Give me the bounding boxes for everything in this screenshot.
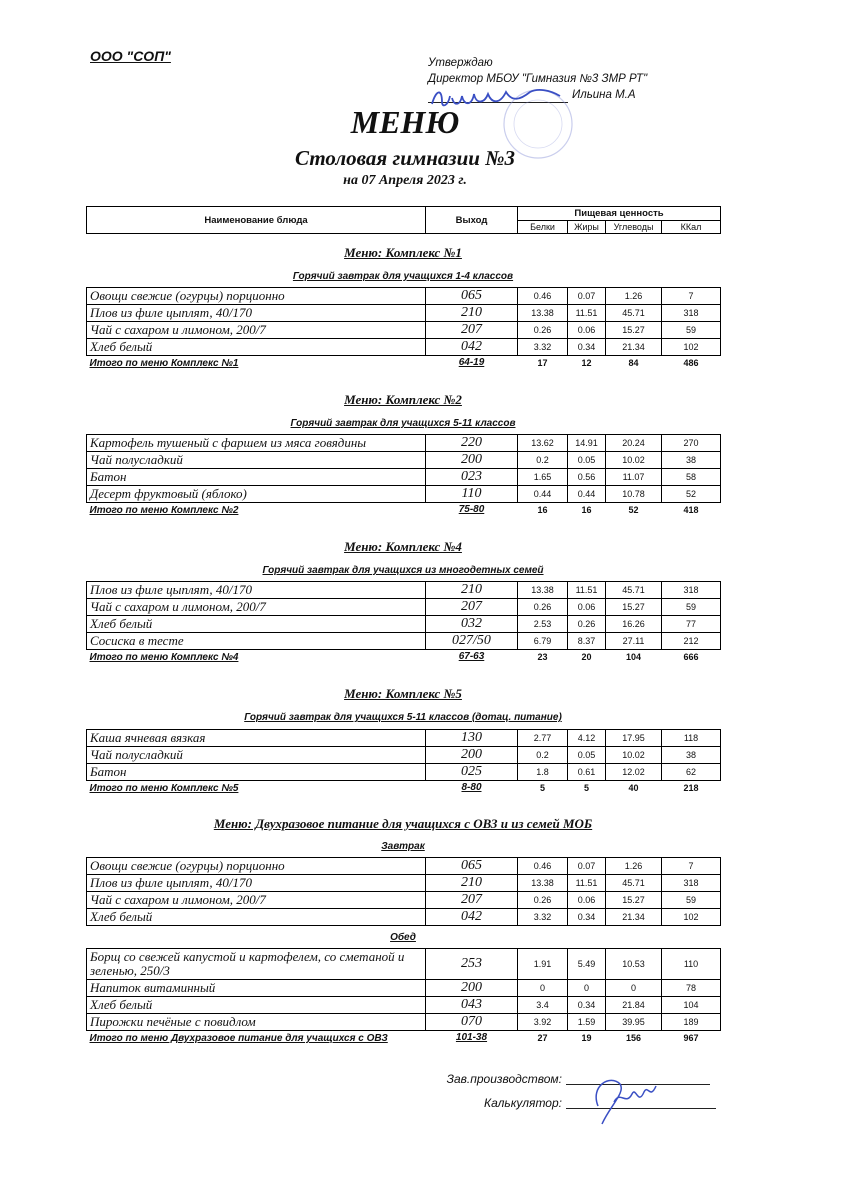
dish-name: Чай с сахаром и лимоном, 200/7 — [87, 892, 426, 909]
dish-proteins: 13.62 — [518, 435, 568, 452]
dish-name: Овощи свежие (огурцы) порционно — [87, 288, 426, 305]
dish-output: 210 — [426, 875, 518, 892]
ovz-breakfast-table — [86, 857, 720, 926]
dish-carbs: 0 — [606, 980, 662, 997]
table-row — [87, 633, 721, 650]
total-fats: 19 — [581, 1032, 592, 1043]
dish-carbs: 45.71 — [606, 305, 662, 322]
dish-proteins: 13.38 — [518, 875, 568, 892]
dish-proteins: 2.53 — [518, 616, 568, 633]
total-kcal: 218 — [683, 782, 699, 793]
total-fats: 20 — [581, 651, 592, 662]
dish-carbs: 16.26 — [606, 616, 662, 633]
total-row — [87, 1031, 721, 1045]
ovz-breakfast-title: Завтрак — [381, 841, 425, 852]
dish-name: Борщ со свежей капустой и картофелем, со сметаной и зеленью, 250/3 — [87, 949, 426, 980]
dish-kcal: 58 — [662, 469, 721, 486]
dish-proteins: 0 — [518, 980, 568, 997]
dish-kcal: 212 — [662, 633, 721, 650]
ovz-lunch-title: Обед — [390, 932, 416, 943]
complex4-title: Меню: Комплекс №4 — [344, 539, 462, 554]
dish-fats: 11.51 — [568, 582, 606, 599]
total-carbs: 84 — [628, 357, 639, 368]
complex5-subtitle: Горячий завтрак для учащихся 5-11 классов (дотац. питание) — [244, 712, 562, 723]
dish-kcal: 318 — [662, 582, 721, 599]
dish-name: Чай полусладкий — [87, 452, 426, 469]
header-output: Выход — [426, 207, 518, 234]
table-row — [87, 339, 721, 356]
dish-fats: 0.56 — [568, 469, 606, 486]
dish-fats: 8.37 — [568, 633, 606, 650]
total-carbs: 156 — [625, 1032, 642, 1043]
menu-title: МЕНЮ — [350, 104, 460, 140]
dish-proteins: 3.32 — [518, 909, 568, 926]
dish-output: 042 — [426, 909, 518, 926]
dish-proteins: 0.2 — [518, 747, 568, 764]
dish-kcal: 78 — [662, 980, 721, 997]
dish-carbs: 21.84 — [606, 997, 662, 1014]
table-row — [87, 305, 721, 322]
dish-output: 207 — [426, 599, 518, 616]
dish-name: Овощи свежие (огурцы) порционно — [87, 858, 426, 875]
header-carbs: Углеводы — [606, 221, 662, 234]
total-output: 75-80 — [458, 504, 485, 515]
ovz-lunch-table — [86, 948, 720, 1044]
dish-output: 210 — [426, 305, 518, 322]
table-row — [87, 858, 721, 875]
dish-carbs: 1.26 — [606, 288, 662, 305]
dish-proteins: 13.38 — [518, 582, 568, 599]
dish-proteins: 0.46 — [518, 858, 568, 875]
dish-carbs: 11.07 — [606, 469, 662, 486]
calculator-label: Калькулятор: — [484, 1096, 562, 1110]
canteen-title: Столовая гимназии №3 — [295, 146, 515, 170]
dish-output: 065 — [426, 288, 518, 305]
total-proteins: 5 — [539, 782, 545, 793]
dish-name: Плов из филе цыплят, 40/170 — [87, 875, 426, 892]
dish-proteins: 1.65 — [518, 469, 568, 486]
dish-kcal: 59 — [662, 322, 721, 339]
total-proteins: 23 — [537, 651, 548, 662]
header-kcal: ККал — [662, 221, 721, 234]
dish-output: 027/50 — [426, 633, 518, 650]
total-proteins: 16 — [537, 504, 548, 515]
dish-carbs: 15.27 — [606, 322, 662, 339]
dish-output: 043 — [426, 997, 518, 1014]
table-row — [87, 599, 721, 616]
table-row — [87, 875, 721, 892]
dish-fats: 0.26 — [568, 616, 606, 633]
dish-name: Хлеб белый — [87, 616, 426, 633]
dish-fats: 0.06 — [568, 892, 606, 909]
director-title: Директор МБОУ "Гимназия №3 ЗМР РТ" — [428, 73, 648, 85]
dish-carbs: 27.11 — [606, 633, 662, 650]
dish-kcal: 270 — [662, 435, 721, 452]
dish-carbs: 1.26 — [606, 858, 662, 875]
dish-proteins: 0.26 — [518, 599, 568, 616]
table-row — [87, 616, 721, 633]
dish-output: 032 — [426, 616, 518, 633]
complex1-table — [86, 287, 720, 369]
production-manager-label: Зав.производством: — [446, 1072, 562, 1086]
dish-carbs: 39.95 — [606, 1014, 662, 1031]
complex2-title: Меню: Комплекс №2 — [344, 392, 462, 407]
dish-proteins: 1.8 — [518, 764, 568, 781]
dish-kcal: 118 — [662, 730, 721, 747]
dish-name: Десерт фруктовый (яблоко) — [87, 486, 426, 503]
dish-carbs: 21.34 — [606, 339, 662, 356]
dish-kcal: 7 — [662, 858, 721, 875]
dish-output: 207 — [426, 322, 518, 339]
dish-fats: 0.34 — [568, 997, 606, 1014]
total-fats: 12 — [581, 357, 592, 368]
dish-output: 200 — [426, 452, 518, 469]
dish-kcal: 38 — [662, 747, 721, 764]
dish-kcal: 189 — [662, 1014, 721, 1031]
dish-fats: 0.07 — [568, 288, 606, 305]
dish-fats: 0.44 — [568, 486, 606, 503]
total-carbs: 52 — [628, 504, 639, 515]
dish-kcal: 104 — [662, 997, 721, 1014]
table-row — [87, 949, 721, 980]
dish-name: Сосиска в тесте — [87, 633, 426, 650]
total-row — [87, 650, 721, 664]
dish-name: Плов из филе цыплят, 40/170 — [87, 305, 426, 322]
dish-kcal: 110 — [662, 949, 721, 980]
dish-kcal: 7 — [662, 288, 721, 305]
dish-fats: 4.12 — [568, 730, 606, 747]
dish-proteins: 0.2 — [518, 452, 568, 469]
total-row — [87, 781, 721, 795]
complex1-title: Меню: Комплекс №1 — [344, 245, 462, 260]
dish-proteins: 1.91 — [518, 949, 568, 980]
dish-name: Батон — [87, 764, 426, 781]
dish-name: Напиток витаминный — [87, 980, 426, 997]
dish-proteins: 2.77 — [518, 730, 568, 747]
dish-fats: 14.91 — [568, 435, 606, 452]
dish-kcal: 38 — [662, 452, 721, 469]
header-proteins: Белки — [518, 221, 568, 234]
header-fats: Жиры — [568, 221, 606, 234]
total-kcal: 486 — [683, 357, 699, 368]
dish-output: 130 — [426, 730, 518, 747]
dish-proteins: 3.92 — [518, 1014, 568, 1031]
total-row — [87, 503, 721, 517]
dish-fats: 0.34 — [568, 339, 606, 356]
complex1-subtitle: Горячий завтрак для учащихся 1-4 классов — [292, 271, 514, 282]
dish-proteins: 0.44 — [518, 486, 568, 503]
dish-proteins: 13.38 — [518, 305, 568, 322]
dish-carbs: 12.02 — [606, 764, 662, 781]
dish-kcal: 59 — [662, 892, 721, 909]
dish-output: 070 — [426, 1014, 518, 1031]
header-nutrition: Пищевая ценность — [518, 207, 721, 221]
dish-fats: 0.61 — [568, 764, 606, 781]
complex2-subtitle: Горячий завтрак для учащихся 5-11 классов — [290, 418, 516, 429]
total-output: 101-38 — [455, 1032, 488, 1043]
dish-fats: 0.06 — [568, 599, 606, 616]
dish-kcal: 77 — [662, 616, 721, 633]
total-kcal: 418 — [683, 504, 699, 515]
dish-output: 207 — [426, 892, 518, 909]
menu-date: на 07 Апреля 2023 г. — [343, 173, 467, 188]
dish-output: 210 — [426, 582, 518, 599]
table-row — [87, 469, 721, 486]
dish-name: Чай с сахаром и лимоном, 200/7 — [87, 599, 426, 616]
dish-name: Каша ячневая вязкая — [87, 730, 426, 747]
total-fats: 16 — [581, 504, 592, 515]
dish-carbs: 17.95 — [606, 730, 662, 747]
dish-proteins: 0.26 — [518, 892, 568, 909]
dish-carbs: 20.24 — [606, 435, 662, 452]
complex4-subtitle: Горячий завтрак для учащихся из многодетных семей — [262, 565, 544, 576]
dish-fats: 0.06 — [568, 322, 606, 339]
dish-carbs: 10.53 — [606, 949, 662, 980]
total-carbs: 104 — [625, 651, 642, 662]
dish-carbs: 21.34 — [606, 909, 662, 926]
table-row — [87, 1014, 721, 1031]
dish-kcal: 102 — [662, 909, 721, 926]
total-output: 67-63 — [458, 651, 485, 662]
dish-name: Плов из филе цыплят, 40/170 — [87, 582, 426, 599]
total-label: Итого по меню Комплекс №1 — [89, 358, 239, 369]
table-row — [87, 980, 721, 997]
dish-kcal: 318 — [662, 305, 721, 322]
dish-carbs: 15.27 — [606, 892, 662, 909]
complex2-table — [86, 434, 720, 516]
dish-output: 200 — [426, 747, 518, 764]
table-row — [87, 288, 721, 305]
table-row — [87, 322, 721, 339]
dish-output: 042 — [426, 339, 518, 356]
dish-fats: 1.59 — [568, 1014, 606, 1031]
dish-fats: 0.05 — [568, 452, 606, 469]
dish-name: Батон — [87, 469, 426, 486]
dish-fats: 11.51 — [568, 875, 606, 892]
dish-carbs: 10.78 — [606, 486, 662, 503]
table-row — [87, 582, 721, 599]
dish-fats: 5.49 — [568, 949, 606, 980]
director-name: Ильина М.А — [572, 89, 636, 101]
total-kcal: 967 — [683, 1032, 699, 1043]
dish-output: 110 — [426, 486, 518, 503]
dish-kcal: 318 — [662, 875, 721, 892]
dish-fats: 0.05 — [568, 747, 606, 764]
total-label: Итого по меню Двухразовое питание для учащихся с ОВЗ — [89, 1033, 388, 1044]
complex5-table — [86, 729, 720, 794]
total-output: 64-19 — [458, 357, 485, 368]
total-label: Итого по меню Комплекс №4 — [89, 652, 239, 663]
header-name: Наименование блюда — [87, 207, 426, 234]
total-kcal: 666 — [683, 651, 699, 662]
dish-proteins: 0.26 — [518, 322, 568, 339]
dish-name: Хлеб белый — [87, 909, 426, 926]
dish-carbs: 45.71 — [606, 875, 662, 892]
table-row — [87, 435, 721, 452]
table-row — [87, 909, 721, 926]
approve-label: Утверждаю — [428, 57, 493, 69]
dish-proteins: 3.4 — [518, 997, 568, 1014]
dish-output: 023 — [426, 469, 518, 486]
dish-carbs: 45.71 — [606, 582, 662, 599]
dish-name: Пирожки печёные с повидлом — [87, 1014, 426, 1031]
dish-kcal: 62 — [662, 764, 721, 781]
dish-proteins: 0.46 — [518, 288, 568, 305]
table-row — [87, 764, 721, 781]
dish-output: 220 — [426, 435, 518, 452]
dish-output: 065 — [426, 858, 518, 875]
total-output: 8-80 — [461, 782, 482, 793]
complex4-table — [86, 581, 720, 663]
total-proteins: 17 — [537, 357, 548, 368]
dish-name: Картофель тушеный с фаршем из мяса говядины — [87, 435, 426, 452]
dish-name: Чай полусладкий — [87, 747, 426, 764]
total-label: Итого по меню Комплекс №2 — [89, 505, 239, 516]
table-row — [87, 747, 721, 764]
complex5-title: Меню: Комплекс №5 — [344, 686, 462, 701]
dish-kcal: 102 — [662, 339, 721, 356]
dish-output: 253 — [426, 949, 518, 980]
total-fats: 5 — [583, 782, 589, 793]
dish-carbs: 10.02 — [606, 747, 662, 764]
total-row — [87, 356, 721, 370]
dish-name: Чай с сахаром и лимоном, 200/7 — [87, 322, 426, 339]
dish-kcal: 59 — [662, 599, 721, 616]
dish-proteins: 3.32 — [518, 339, 568, 356]
organization-name: ООО "СОП" — [90, 48, 171, 64]
table-row — [87, 892, 721, 909]
dish-fats: 11.51 — [568, 305, 606, 322]
dish-carbs: 10.02 — [606, 452, 662, 469]
dish-fats: 0.34 — [568, 909, 606, 926]
total-proteins: 27 — [537, 1032, 548, 1043]
table-row — [87, 730, 721, 747]
dish-name: Хлеб белый — [87, 339, 426, 356]
dish-name: Хлеб белый — [87, 997, 426, 1014]
dish-fats: 0 — [568, 980, 606, 997]
ovz-title: Меню: Двухразовое питание для учащихся с ОВЗ и из семей МОБ — [213, 816, 593, 831]
total-label: Итого по меню Комплекс №5 — [89, 783, 239, 794]
table-row — [87, 486, 721, 503]
dish-proteins: 6.79 — [518, 633, 568, 650]
table-header — [86, 206, 720, 234]
table-row — [87, 997, 721, 1014]
total-carbs: 40 — [628, 782, 639, 793]
dish-carbs: 15.27 — [606, 599, 662, 616]
table-row — [87, 452, 721, 469]
dish-output: 200 — [426, 980, 518, 997]
dish-kcal: 52 — [662, 486, 721, 503]
dish-output: 025 — [426, 764, 518, 781]
calculator-signature — [580, 1066, 670, 1130]
dish-fats: 0.07 — [568, 858, 606, 875]
